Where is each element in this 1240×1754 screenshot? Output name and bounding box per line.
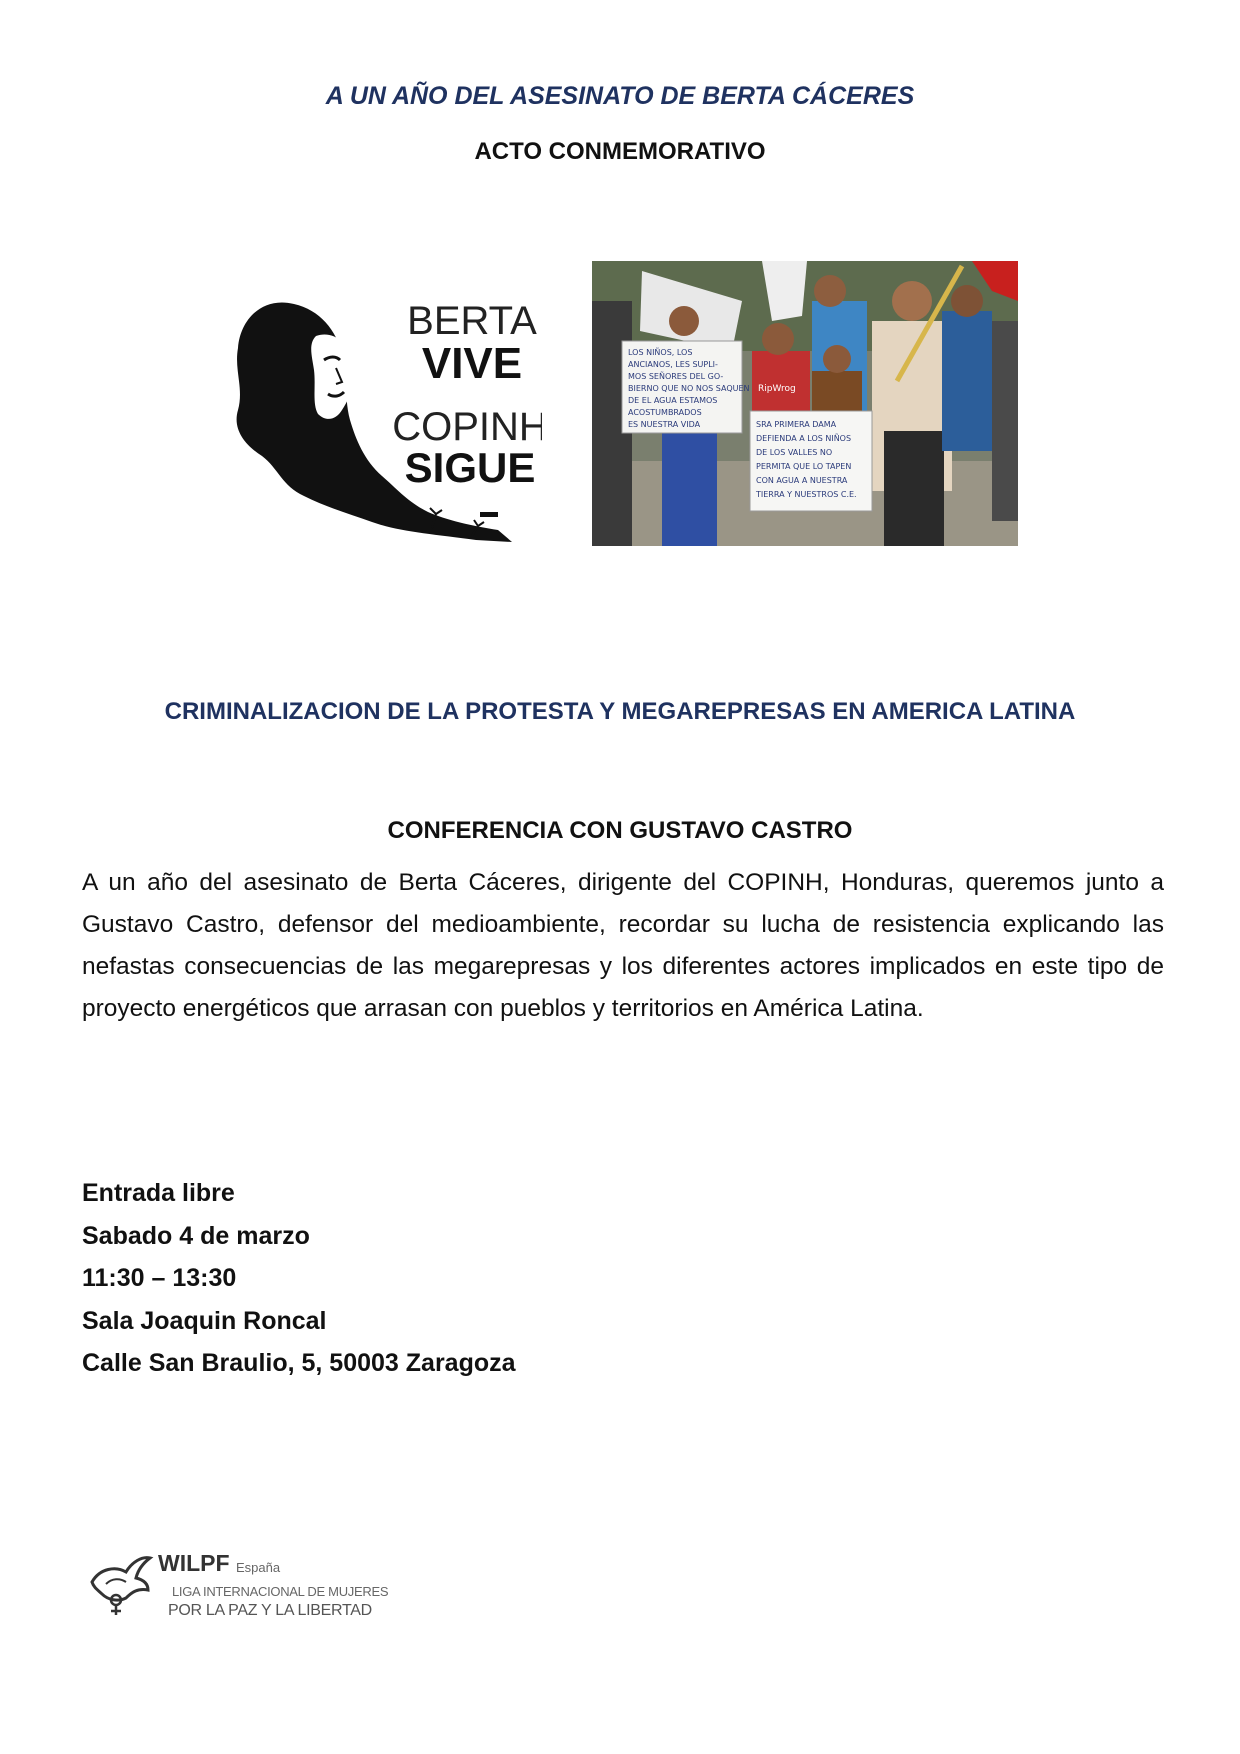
logo-word-sigue: SIGUE: [404, 444, 536, 491]
event-venue: Sala Joaquin Roncal: [82, 1306, 327, 1335]
wilpf-country: España: [236, 1560, 281, 1575]
logo-word-berta: BERTA: [407, 299, 537, 343]
entry-info: Entrada libre: [82, 1179, 235, 1207]
wilpf-logo: [86, 1548, 406, 1618]
wilpf-title: WILPF: [158, 1550, 230, 1576]
berta-silhouette-icon: [232, 290, 542, 546]
protest-photo: [592, 261, 1018, 546]
logo-word-vive: VIVE: [421, 339, 523, 388]
page-title: A UN AÑO DEL ASESINATO DE BERTA CÁCERES: [325, 82, 915, 110]
logo-word-copinh: COPINH: [392, 405, 542, 449]
berta-vive-logo: [232, 290, 542, 546]
wilpf-tagline-2: POR LA PAZ Y LA LIBERTAD: [168, 1602, 372, 1619]
section-heading: CRIMINALIZACION DE LA PROTESTA Y MEGAREPRESAS EN AMERICA LATINA: [164, 698, 1076, 725]
conference-title: CONFERENCIA CON GUSTAVO CASTRO: [387, 817, 853, 844]
dove-icon: [86, 1548, 156, 1618]
event-time: 11:30 – 13:30: [82, 1264, 237, 1292]
page-subtitle: ACTO CONMEMORATIVO: [474, 138, 766, 165]
sign2-text: SRA PRIMERA DAMA DEFIENDA A LOS NIÑOS DE LOS VALLES NO PERMITA QUE LO TAPEN CON AGUA A NUESTRA TIERRA Y NUESTROS C.E.: [756, 420, 857, 499]
event-address: Calle San Braulio, 5, 50003 Zaragoza: [82, 1349, 516, 1377]
shirt-text: RipWrog: [758, 384, 796, 394]
event-date: Sabado 4 de marzo: [82, 1221, 310, 1250]
event-details: [82, 1172, 516, 1385]
wilpf-tagline-1: LIGA INTERNACIONAL DE MUJERES: [172, 1584, 389, 1599]
event-description: A un año del asesinato de Berta Cáceres, dirigente del COPINH, Honduras, queremos junto a Gustavo Castro, defensor del medioambiente, recordar su lucha de resistencia explicando las nefastas consecuencias de las megarepresas y los diferentes actores implicados en este tipo de proyecto energéticos que arrasan con pueblos y territorios en América Latina.: [82, 869, 1164, 1022]
sign1-text: LOS NIÑOS, LOS ANCIANOS, LES SUPLI- MOS SEÑORES DEL GO- BIERNO QUE NO NOS SAQUEN DE EL AGUA ESTAMOS ACOSTUMBRADOS ES NUESTRA VIDA: [628, 348, 750, 429]
